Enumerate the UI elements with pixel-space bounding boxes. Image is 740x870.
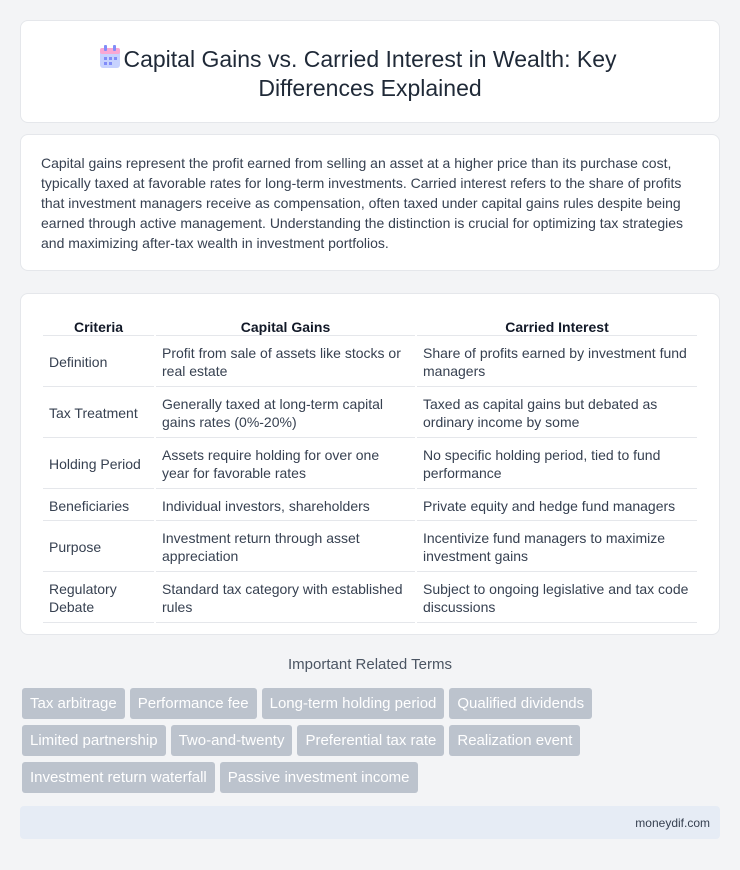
table-row: [43, 440, 697, 489]
tag-row: [22, 688, 712, 719]
comparison-table-card: [20, 293, 720, 635]
row-carried-interest: Share of profits earned by investment fund managers: [417, 338, 697, 387]
related-terms-tags: [22, 688, 712, 799]
tag-two-and-twenty[interactable]: Two-and-twenty: [171, 725, 293, 756]
table-header-row: [43, 316, 697, 336]
row-criteria: Beneficiaries: [43, 491, 154, 521]
row-carried-interest: No specific holding period, tied to fund performance: [417, 440, 697, 489]
tag-passive-investment-income[interactable]: Passive investment income: [220, 762, 418, 793]
tag-preferential-tax-rate[interactable]: Preferential tax rate: [297, 725, 444, 756]
tag-tax-arbitrage[interactable]: Tax arbitrage: [22, 688, 125, 719]
tag-qualified-dividends[interactable]: Qualified dividends: [449, 688, 592, 719]
row-carried-interest: Taxed as capital gains but debated as ordinary income by some: [417, 389, 697, 438]
tag-performance-fee[interactable]: Performance fee: [130, 688, 257, 719]
row-capital-gains: Investment return through asset appreciation: [156, 523, 415, 572]
row-criteria: Regulatory Debate: [43, 574, 154, 623]
row-carried-interest: Private equity and hedge fund managers: [417, 491, 697, 521]
footer: [20, 806, 720, 839]
row-capital-gains: Assets require holding for over one year for favorable rates: [156, 440, 415, 489]
tag-realization-event[interactable]: Realization event: [449, 725, 580, 756]
tag-long-term-holding-period[interactable]: Long-term holding period: [262, 688, 445, 719]
table-row: [43, 338, 697, 387]
row-criteria: Holding Period: [43, 440, 154, 489]
row-capital-gains: Generally taxed at long-term capital gains rates (0%-20%): [156, 389, 415, 438]
tag-row: [22, 725, 712, 756]
title-card: [20, 20, 720, 123]
table-row: [43, 574, 697, 623]
row-criteria: Purpose: [43, 523, 154, 572]
row-carried-interest: Subject to ongoing legislative and tax code discussions: [417, 574, 697, 623]
intro-paragraph: Capital gains represent the profit earned from selling an asset at a higher price than its purchase cost, typically taxed at favorable rates for long-term investments. Carried interest refers to the share of profits that investment managers receive as compensation, often taxed under capital gains rules despite being earned through active management. Understanding the distinction is crucial for optimizing tax strategies and maximizing after-tax wealth in investment portfolios.: [41, 155, 684, 251]
header-capital-gains: Capital Gains: [156, 316, 415, 336]
related-terms-title: Important Related Terms: [288, 656, 452, 673]
tag-investment-return-waterfall[interactable]: Investment return waterfall: [22, 762, 215, 793]
row-criteria: Definition: [43, 338, 154, 387]
row-capital-gains: Standard tax category with established rules: [156, 574, 415, 623]
table-row: [43, 523, 697, 572]
row-carried-interest: Incentivize fund managers to maximize investment gains: [417, 523, 697, 572]
row-capital-gains: Individual investors, shareholders: [156, 491, 415, 521]
footer-site: moneydif.com: [635, 816, 710, 830]
table-row: [43, 491, 697, 521]
comparison-table: [41, 314, 699, 625]
row-capital-gains: Profit from sale of assets like stocks or real estate: [156, 338, 415, 387]
header-carried-interest: Carried Interest: [417, 316, 697, 336]
row-criteria: Tax Treatment: [43, 389, 154, 438]
header-criteria: Criteria: [43, 316, 154, 336]
intro-card: [20, 134, 720, 271]
table-row: [43, 389, 697, 438]
tag-limited-partnership[interactable]: Limited partnership: [22, 725, 166, 756]
tag-row: [22, 762, 712, 793]
page-title: Capital Gains vs. Carried Interest in Wealth: Key Differences Explained: [123, 46, 617, 101]
